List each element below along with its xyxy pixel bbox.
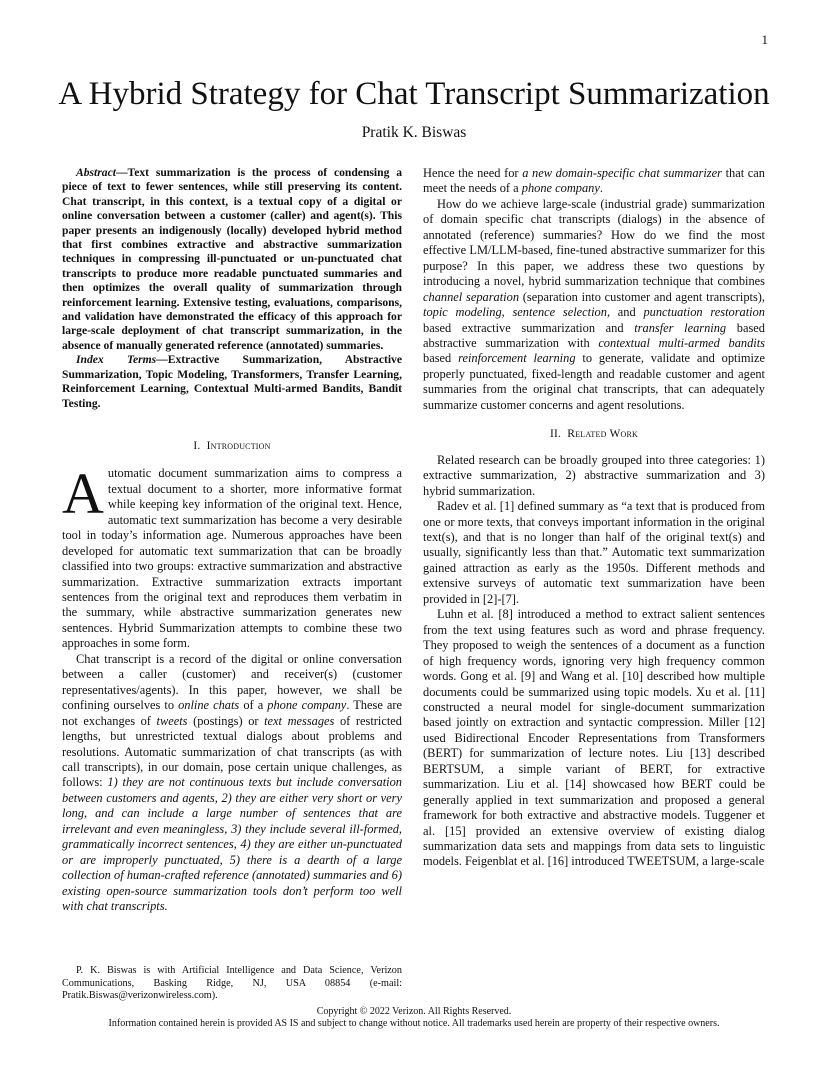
section-heading-introduction xyxy=(62,439,402,454)
abstract-lead: Abstract xyxy=(76,166,116,179)
section-heading-related-work xyxy=(423,427,765,442)
page-number: 1 xyxy=(761,32,768,47)
section-numeral: II. xyxy=(550,428,562,441)
index-terms-lead: Index Terms xyxy=(76,353,157,367)
intro-paragraph-2: Chat transcript is a record of the digital or online conversation between a caller (customer) and receiver(s) (customer representatives/agents). In this paper, however, we shall be confining ourselves to online chats of a phone company. These are not exchanges of tweets (postings) or text messages of restricted lengths, but unrestricted textual dialogs about problems and resolutions. Automatic summarization of chat transcripts (as with call transcripts), in our domain, pose certain unique challenges, as follows: 1) they are not continuous texts but include conversation between customers and agents, 2) they are either very short or very long, and can include a large number of sentences that are irrelevant and even meaningless, 3) they include several ill-formed, grammatically incorrect sentences, 4) they are either un-punctuated or are improperly punctuated, 5) there is a dearth of a large collection of human-crafted reference (annotated) summaries and 6) existing open-source summarization tools don’t perform too well with chat transcripts. xyxy=(62,651,402,914)
related-paragraph-3: Luhn et al. [8] introduced a method to extract salient sentences from the text using features such as word and phrase frequency. They proposed to weigh the sentences of a document as a function of high frequency words, ignoring very high frequency common words. Gong et al. [9] and Wang et al. [10] described how multiple documents could be summarized using topic models. Xu et al. [11] constructed a neural model for single-document summarization based jointly on extraction and syntactic compression. Miller [12] used Bidirectional Encoder Representations from Transformers (BERT) for summarization of lecture notes. Liu [13] described BERTSUM, a simple variant of BERT, for extractive summarization. Liu et al. [14] showcased how BERT could be generally applied in text summarization and proposed a general framework for both extractive and abstractive models. Tuggener et al. [15] provided an extensive overview of existing dialog summarization data sets and mappings from data sets to linguistic models. Feigenblat et al. [16] introduced TWEETSUM, a large-scale xyxy=(423,607,765,869)
section-title: Introduction xyxy=(206,439,271,452)
index-terms-body: —Extractive Summarization, Abstractive Summarization, Topic Modeling, Transformers, Transfer Learning, Reinforcement Learning, Contextual Multi-armed Bandits, Bandit Testing. xyxy=(62,353,402,410)
intro-paragraph-1-text: utomatic document summarization aims to compress a textual document to a shorter, more informative format while keeping key information of the original text. Hence, automatic text summarization has become a very desirable tool in today’s information age. Numerous approaches have been developed for automatic text summarization that can be broadly classified into two groups: extractive summarization and abstractive summarization. Extractive summarization extracts important sentences from the original text and reproduces them verbatim in the summary, while abstractive summarization generates new sentences. Hybrid Summarization attempts to combine these two approaches in some form. xyxy=(62,466,402,651)
related-paragraph-2: Radev et al. [1] defined summary as “a text that is produced from one or more texts, that conveys important information in the original text(s), and that is no longer than half of the original text(s) and usually, significantly less than that.” Automatic text summarization gained attraction as early as the 1950s. Different methods and extensive surveys of automatic text summarization have been provided in [2]-[7]. xyxy=(423,499,765,606)
section-title: Related Work xyxy=(567,428,638,441)
disclaimer-notice: Information contained herein is provided AS IS and subject to change without notice. All trademarks used herein are property of their respective owners. xyxy=(108,1018,720,1030)
abstract xyxy=(62,166,402,353)
intro-paragraph-1 xyxy=(62,461,402,651)
right-column xyxy=(423,166,765,870)
page-footer xyxy=(100,1006,728,1031)
related-paragraph-1: Related research can be broadly grouped into three categories: 1) extractive summarization, 2) abstractive summarization and 3) hybrid summarization. xyxy=(423,452,765,498)
challenges-list: 1) they are not continuous texts but include conversation between customers and agents, 2) they are either very short or very long, and can include a large number of sentences that are irrelevant and even meaningless, 3) they include several ill-formed, grammatically incorrect sentences, 4) they are either un-punctuated or are improperly punctuated, 5) there is a dearth of a large collection of human-crafted reference (annotated) summaries and 6) existing open-source summarization tools don’t perform too well with chat transcripts. xyxy=(62,775,402,914)
left-column xyxy=(62,166,402,915)
index-terms xyxy=(62,353,402,411)
intro-paragraph-2-continued: Hence the need for a new domain-specific chat summarizer that can meet the needs of a phone company. xyxy=(423,166,765,196)
section-numeral: I. xyxy=(193,439,201,452)
intro-paragraph-3: How do we achieve large-scale (industrial grade) summarization of domain specific chat transcripts (dialogs) in the absence of annotated (reference) summaries? How do we find the most effective LM/LLM-based, fine-tuned abstractive summarizer for this purpose? In this paper, we address these two questions by introducing a novel, hybrid summarization technique that combines channel separation (separation into customer and agent transcripts), topic modeling, sentence selection, and punctuation restoration based extractive summarization and transfer learning based abstractive summarization with contextual multi-armed bandits based reinforcement learning to generate, validate and optimize properly punctuated, fixed-length and readable customer and agent summaries from the original chat transcripts, that can adequately summarize customer concerns and agent resolutions. xyxy=(423,196,765,412)
drop-cap: A xyxy=(62,461,104,527)
copyright-notice: Copyright © 2022 Verizon. All Rights Reserved. xyxy=(316,1006,512,1017)
author-footnote: P. K. Biswas is with Artificial Intelligence and Data Science, Verizon Communications, Basking Ridge, NJ, USA 08854 (e-mail: Pratik.Biswas@verizonwireless.com). xyxy=(62,965,402,1002)
author-name: Pratik K. Biswas xyxy=(361,124,467,141)
abstract-body: —Text summarization is the process of condensing a piece of text to fewer sentences, while still preserving its content. Chat transcript, in this context, is a textual copy of a digital or online conversation between a customer (caller) and agent(s). This paper presents an indigenously (locally) developed hybrid method that first combines extractive and abstractive summarization techniques in compressing ill-punctuated or un-punctuated chat transcripts to produce more readable punctuated summaries and then optimizes the overall quality of summarization through reinforcement learning. Extensive testing, evaluations, comparisons, and validation have demonstrated the efficacy of this approach for large-scale deployment of chat transcript summarization, in the absence of manually generated reference (annotated) summaries. xyxy=(62,166,402,352)
paper-title: A Hybrid Strategy for Chat Transcript Summarization xyxy=(58,76,770,112)
